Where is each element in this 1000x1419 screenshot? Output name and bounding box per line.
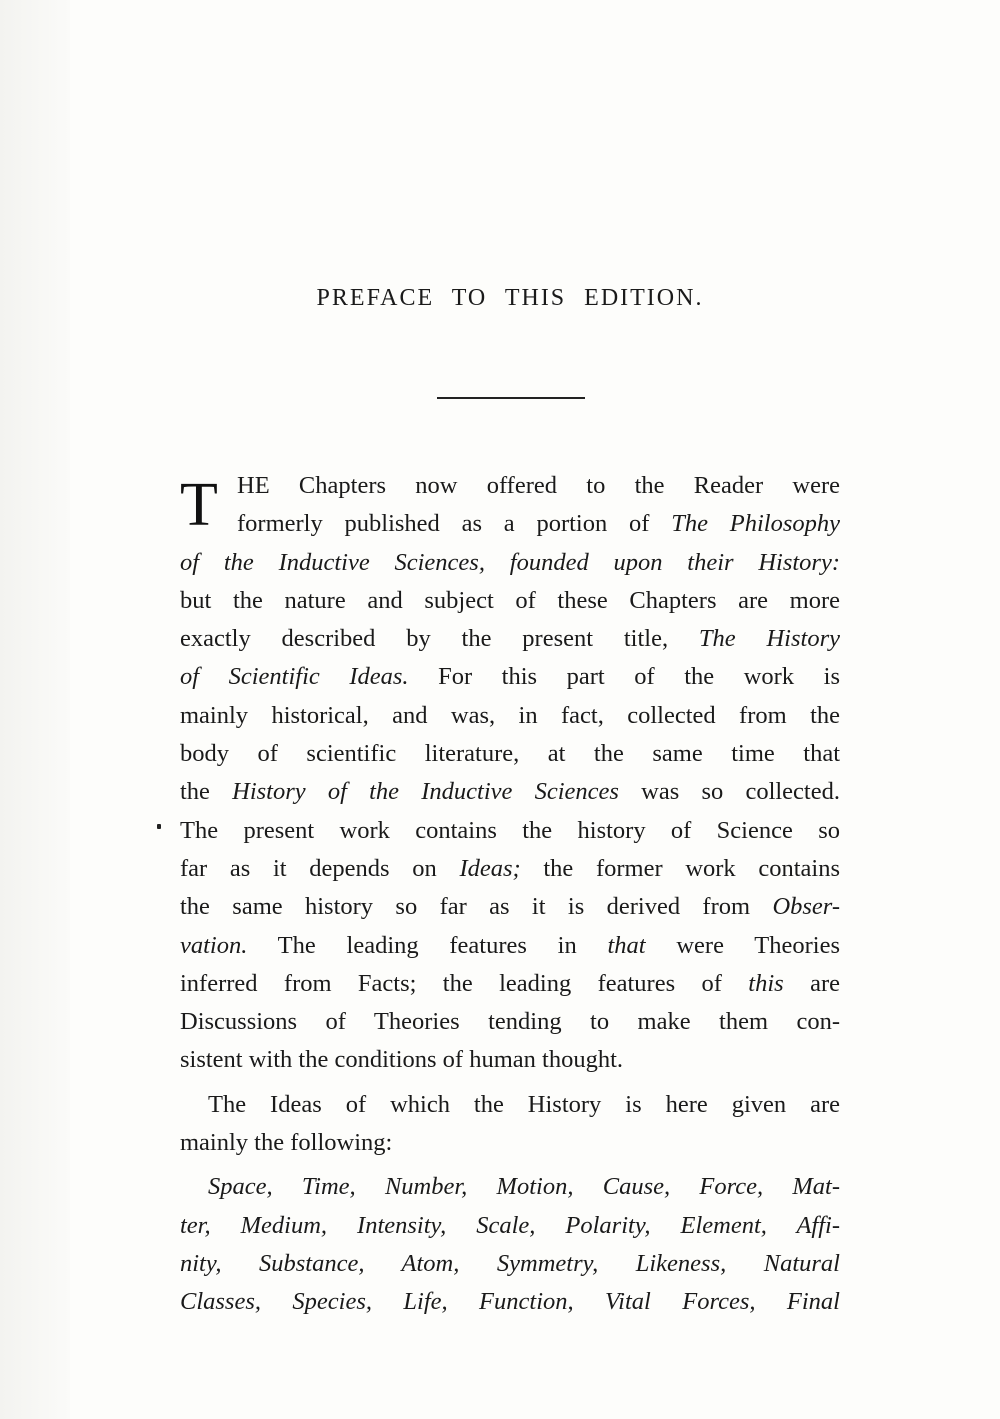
text-span: the former work contains <box>520 854 841 882</box>
text-line <box>180 1168 840 1206</box>
italic-text: Space, Time, Number, Motion, Cause, Force, Mat- <box>208 1173 840 1201</box>
italic-text: Obser- <box>772 893 840 921</box>
text-line <box>180 1207 840 1245</box>
text-line <box>180 582 840 620</box>
text-span: The leading features in <box>247 931 608 959</box>
text-line <box>180 888 840 926</box>
text-span: was so collected. <box>618 778 840 806</box>
text-line <box>180 544 840 582</box>
text-span: are <box>783 969 840 997</box>
text-span: sistent with the conditions of human thought. <box>180 1046 624 1074</box>
italic-text: of the Inductive Sciences, founded upon their History: <box>180 548 840 576</box>
italic-text: Classes, Species, Life, Function, Vital Forces, Final <box>180 1288 840 1316</box>
title-divider <box>437 397 585 399</box>
italic-text: this <box>748 969 784 997</box>
text-span: Discussions of Theories tending to make them con- <box>180 1008 840 1036</box>
text-span: For this part of the work is <box>408 663 840 691</box>
text-line <box>180 927 840 965</box>
italic-text: History of the Inductive Sciences <box>232 778 619 806</box>
text-line <box>180 965 840 1003</box>
text-span: the <box>180 778 233 806</box>
italic-text: The Philosophy <box>671 510 840 538</box>
text-span: HE Chapters now offered to the Reader were <box>237 472 840 499</box>
text-span: inferred from Facts; the leading features of <box>180 969 749 997</box>
text-span: mainly historical, and was, in fact, collected from the <box>180 701 840 729</box>
text-line <box>180 773 840 811</box>
text-span: exactly described by the present title, <box>180 625 699 653</box>
text-span: mainly the following: <box>180 1129 393 1157</box>
drop-cap: T <box>180 471 218 539</box>
margin-mark <box>157 824 161 829</box>
text-span: were Theories <box>645 931 840 959</box>
italic-text: The History <box>698 625 840 653</box>
paragraph-2 <box>180 1086 840 1163</box>
text-line <box>180 1245 840 1283</box>
text-span: The Ideas of which the History is here given are <box>208 1090 840 1118</box>
text-line <box>180 1124 840 1162</box>
page-title: PREFACE TO THIS EDITION. <box>316 285 704 311</box>
preface-body <box>180 467 840 1322</box>
text-line <box>180 1003 840 1041</box>
text-span: body of scientific literature, at the same time that <box>180 740 840 768</box>
italic-text: vation. <box>180 931 248 959</box>
text-span: formerly published as a portion of <box>237 510 672 538</box>
text-line <box>180 658 840 696</box>
text-line <box>180 1041 840 1079</box>
italic-text: ter, Medium, Intensity, Scale, Polarity, Element, Affi- <box>180 1211 840 1239</box>
text-line <box>180 735 840 773</box>
italic-text: that <box>607 931 646 959</box>
paragraph-3 <box>180 1168 840 1321</box>
italic-text: nity, Substance, Atom, Symmetry, Likeness, Natural <box>180 1249 840 1277</box>
text-span: The present work contains the history of Science so <box>180 816 840 844</box>
text-line <box>180 697 840 735</box>
text-line <box>180 467 840 505</box>
text-span: but the nature and subject of these Chapters are more <box>180 586 840 614</box>
text-line <box>180 812 840 850</box>
italic-text: of Scientific Ideas. <box>180 663 409 691</box>
text-line <box>180 620 840 658</box>
italic-text: Ideas; <box>459 854 521 882</box>
text-span: the same history so far as it is derived from <box>180 893 773 921</box>
text-span: far as it depends on <box>180 854 460 882</box>
text-line <box>180 1283 840 1321</box>
text-line <box>180 1086 840 1124</box>
page-gutter-shadow <box>0 0 70 1419</box>
text-line <box>180 850 840 888</box>
paragraph-1 <box>180 467 840 1080</box>
text-line <box>180 505 840 543</box>
